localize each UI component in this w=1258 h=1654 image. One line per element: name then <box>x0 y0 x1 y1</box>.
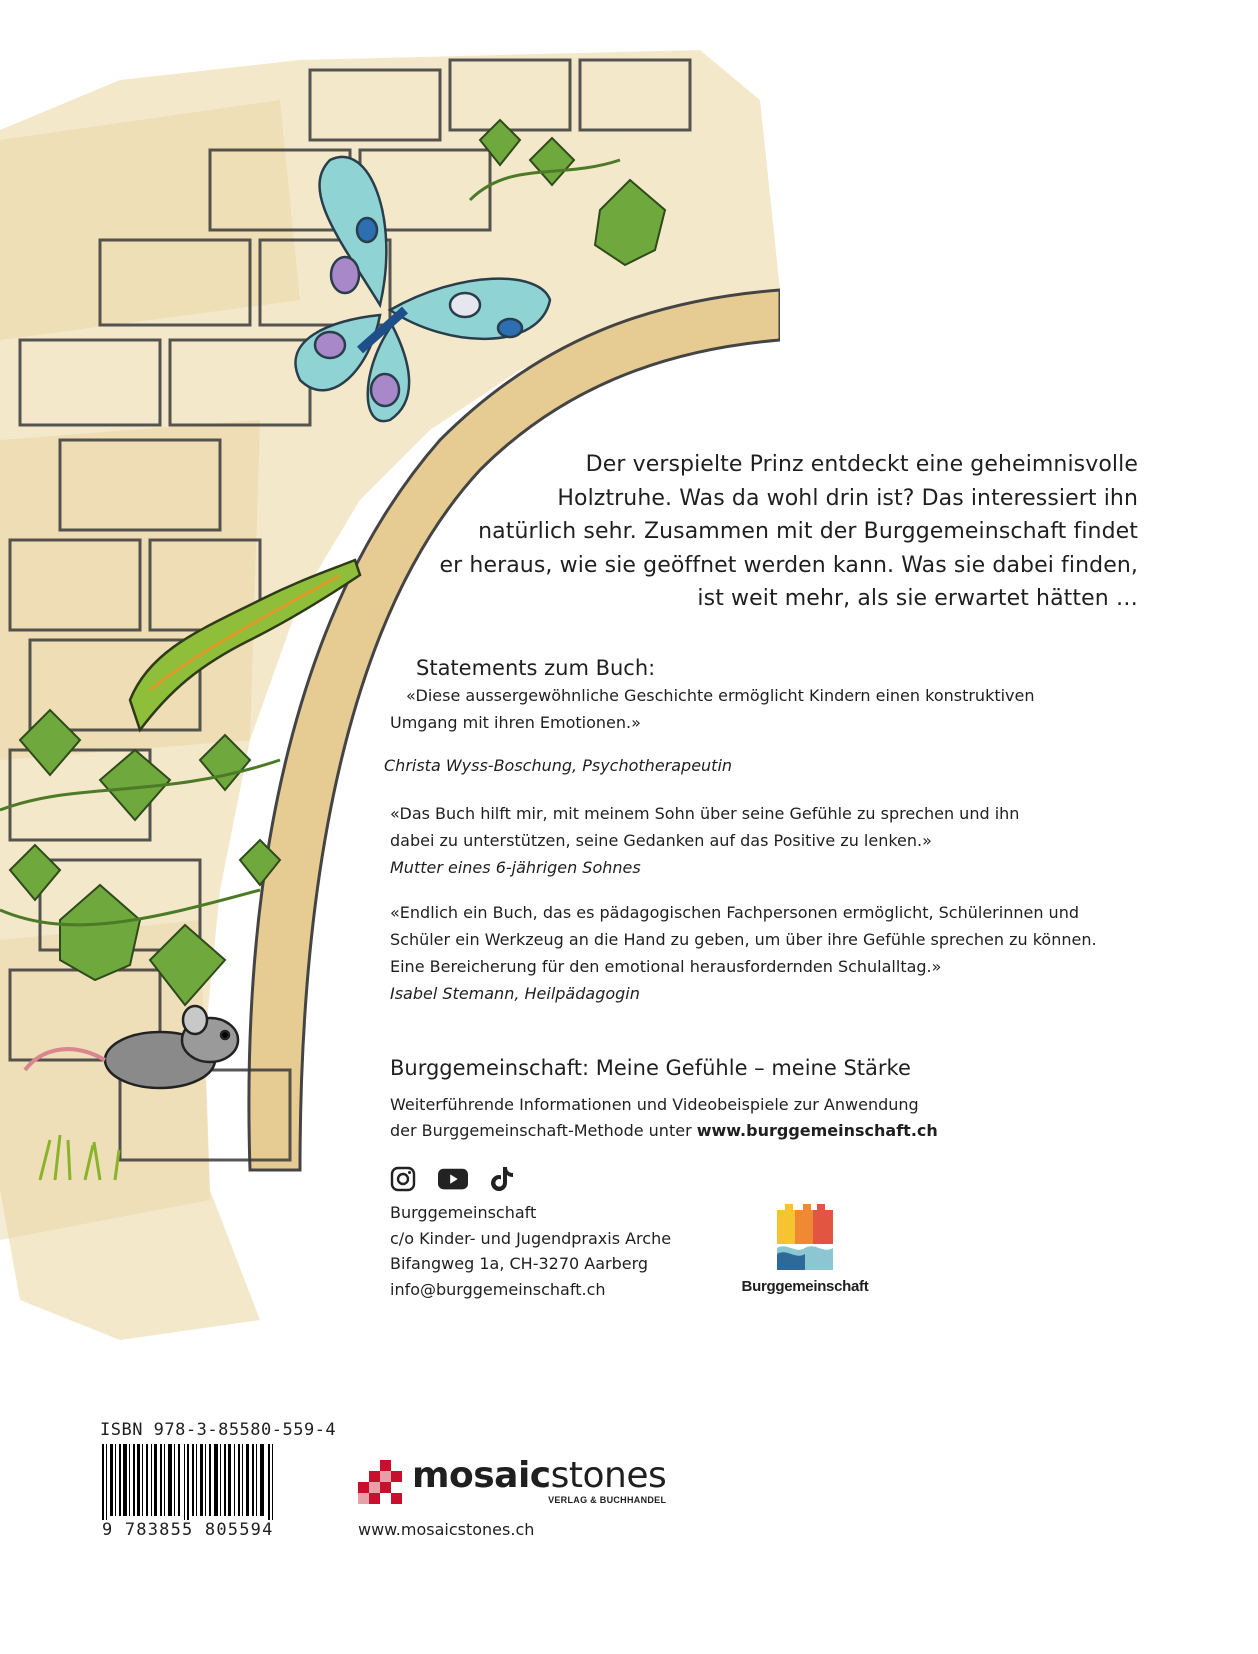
burggemeinschaft-logo-caption: Burggemeinschaft <box>741 1278 869 1295</box>
contact-address <box>390 1200 671 1302</box>
statements-heading: Statements zum Buch: <box>416 656 656 680</box>
instagram-icon[interactable] <box>388 1164 418 1194</box>
statement-quote-3 <box>390 899 1097 1007</box>
mosaicstones-wordmark <box>412 1455 667 1505</box>
statement-quote-2 <box>390 800 1019 881</box>
info-line <box>390 1118 938 1144</box>
quote-line: Schüler ein Werkzeug an die Hand zu geben, um über ihre Gefühle sprechen zu können. <box>390 930 1097 949</box>
tiktok-icon[interactable] <box>488 1164 518 1194</box>
mosaic-tiles-icon <box>358 1460 402 1504</box>
publisher-subtitle: VERLAG & BUCHHANDEL <box>548 1495 667 1505</box>
blurb-line: Der verspielte Prinz entdeckt eine geheimnisvolle <box>585 452 1138 477</box>
back-cover-blurb <box>420 448 1138 616</box>
blurb-line: ist weit mehr, als sie erwartet hätten … <box>697 586 1138 611</box>
social-icons <box>388 1164 518 1194</box>
publisher-name <box>412 1455 667 1496</box>
blurb-line: er heraus, wie sie geöffnet werden kann. Was sie dabei finden, <box>439 552 1138 578</box>
series-title: Burggemeinschaft: Meine Gefühle – meine Stärke <box>390 1056 911 1080</box>
castle-logo-icon <box>775 1204 835 1272</box>
quote-author: Christa Wyss-Boschung, Psychotherapeutin <box>384 756 733 775</box>
quote-line: Eine Bereicherung für den emotional herausfordernden Schulalltag.» <box>390 957 942 976</box>
blurb-line: natürlich sehr. Zusammen mit der Burggemeinschaft findet <box>478 519 1138 544</box>
barcode-digits: 9 783855 805594 <box>102 1520 274 1540</box>
statement-quote-1 <box>384 682 1035 779</box>
publisher-name-bold: mosaic <box>412 1455 551 1496</box>
quote-author: Isabel Stemann, Heilpädagogin <box>390 984 640 1003</box>
quote-line: «Das Buch hilft mir, mit meinem Sohn über seine Gefühle zu sprechen und ihn <box>390 804 1020 823</box>
quote-line: «Diese aussergewöhnliche Geschichte ermöglicht Kindern einen konstruktiven <box>406 686 1035 705</box>
quote-author: Mutter eines 6-jährigen Sohnes <box>390 858 641 877</box>
mosaicstones-logo <box>358 1455 667 1505</box>
website-link[interactable]: www.burggemeinschaft.ch <box>696 1121 938 1140</box>
barcode-icon <box>100 1444 280 1524</box>
address-line: Bifangweg 1a, CH-3270 Aarberg <box>390 1254 649 1273</box>
address-line: Burggemeinschaft <box>390 1203 537 1222</box>
blurb-line: Holztruhe. Was da wohl drin ist? Das interessiert ihn <box>557 485 1138 511</box>
publisher-url-link[interactable]: www.mosaicstones.ch <box>358 1520 535 1539</box>
quote-line: Umgang mit ihren Emotionen.» <box>390 713 641 732</box>
email-link[interactable]: info@burggemeinschaft.ch <box>390 1279 606 1299</box>
info-line-prefix: der Burggemeinschaft-Methode unter <box>390 1121 697 1140</box>
quote-line: dabei zu unterstützen, seine Gedanken auf das Positive zu lenken.» <box>390 831 932 850</box>
info-line: Weiterführende Informationen und Videobeispiele zur Anwendung <box>390 1095 919 1114</box>
youtube-icon[interactable] <box>438 1164 468 1194</box>
publisher-name-light: stones <box>550 1455 667 1496</box>
burggemeinschaft-logo <box>740 1204 870 1295</box>
address-line: c/o Kinder- und Jugendpraxis Arche <box>390 1228 672 1248</box>
quote-line: «Endlich ein Buch, das es pädagogischen Fachpersonen ermöglicht, Schülerinnen und <box>390 903 1079 922</box>
isbn-label: ISBN 978-3-85580-559-4 <box>100 1420 337 1440</box>
series-info <box>390 1092 938 1144</box>
